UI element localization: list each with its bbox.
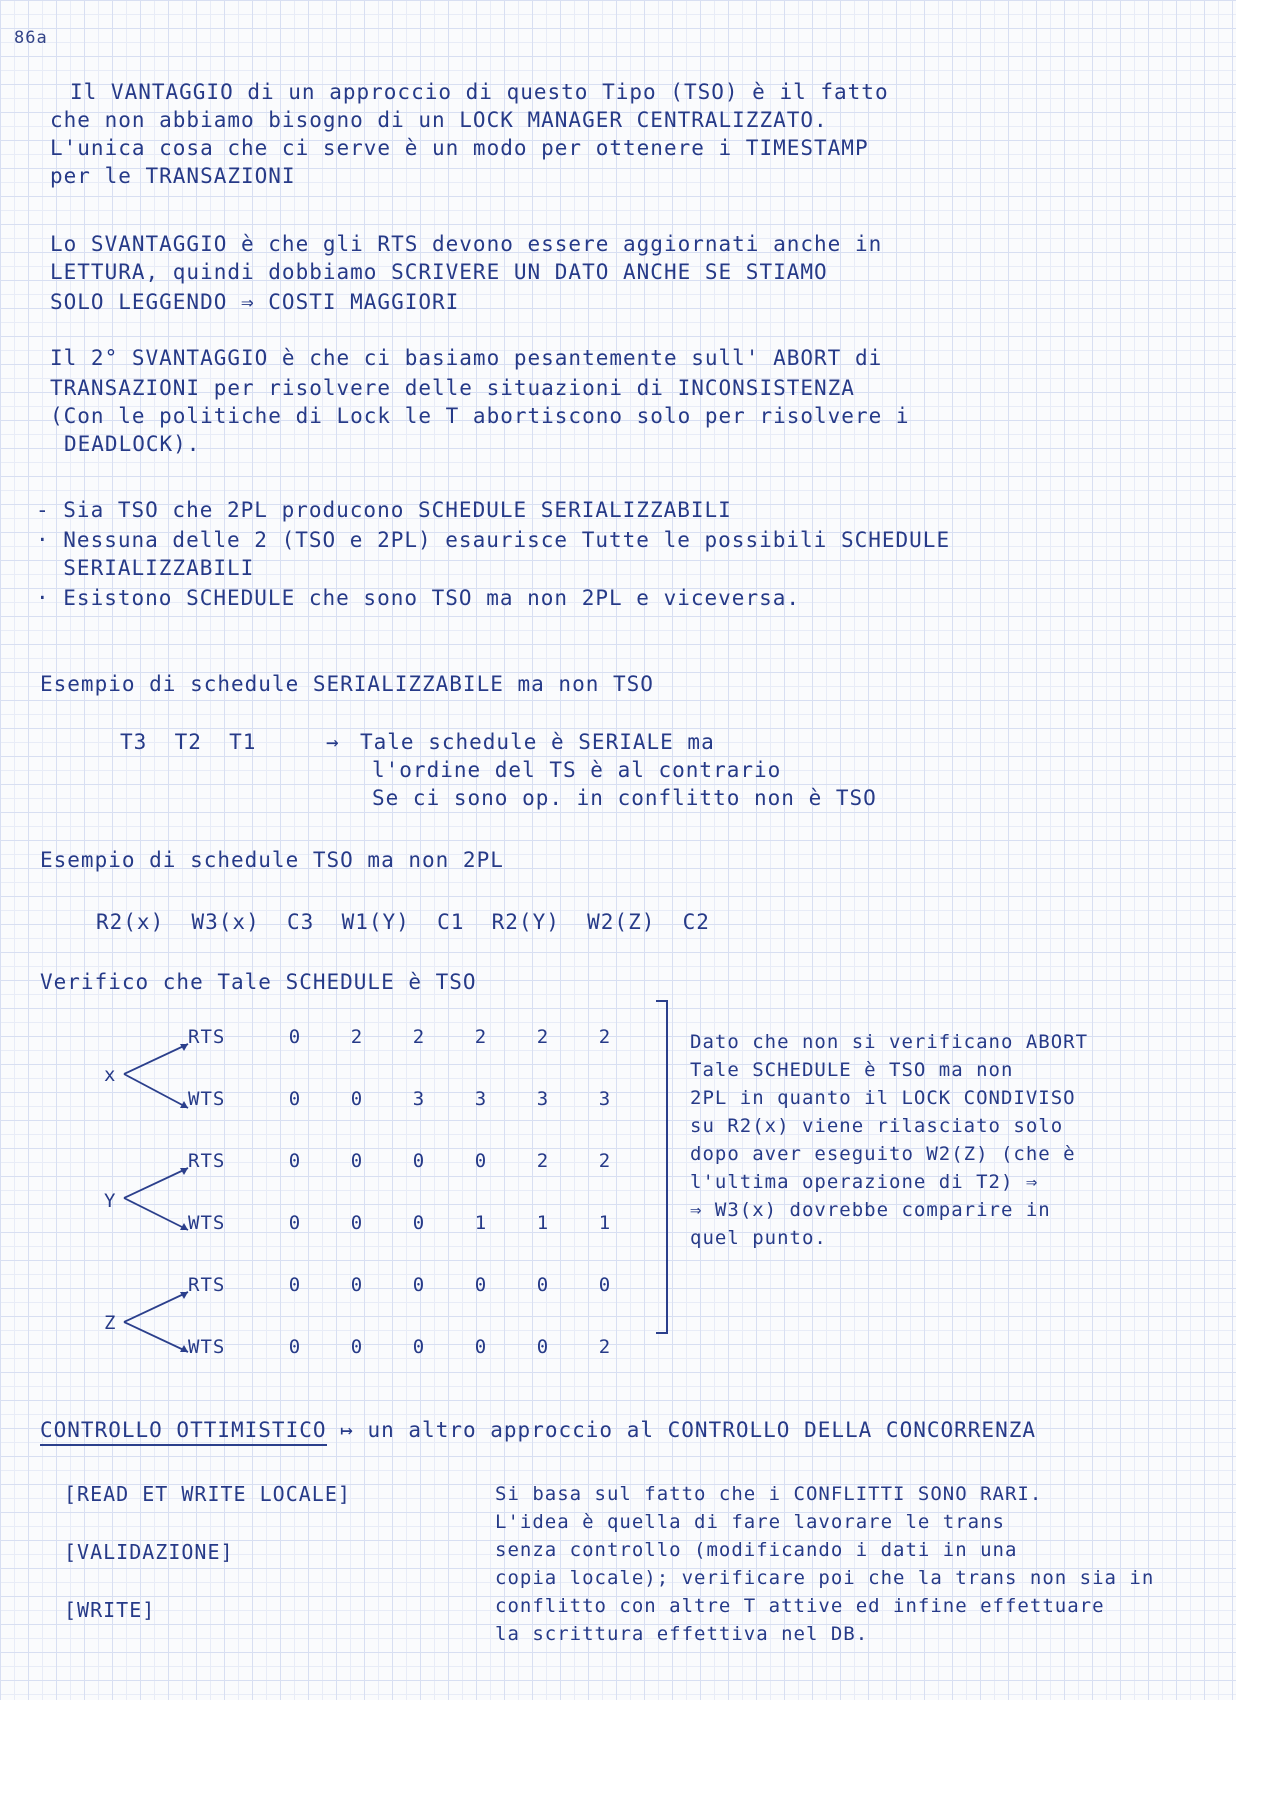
p3-line-2: TRANSAZIONI per risolvere delle situazioni di INCONSISTENZA (50, 376, 855, 400)
table-cell: 2 (598, 1336, 612, 1358)
example1-note-2: l'ordine del TS è al contrario (372, 758, 782, 782)
table-cell: 0 (350, 1336, 364, 1358)
scan-margin (1236, 0, 1280, 1811)
table-cell: 0 (288, 1026, 302, 1048)
row-label: WTS (188, 1336, 226, 1358)
optimistic-heading-line (40, 1418, 1036, 1442)
var-x: x (104, 1064, 117, 1086)
p1-line-2: che non abbiamo bisogno di un LOCK MANAGER CENTRALIZZATO. (50, 108, 828, 132)
example1-schedule: T3 T2 T1 (120, 730, 257, 754)
opt-desc-line: L'idea è quella di fare lavorare le trans (495, 1511, 1005, 1533)
table-cell: 0 (412, 1274, 426, 1296)
row-label: RTS (188, 1026, 226, 1048)
p2-line-1: Lo SVANTAGGIO è che gli RTS devono essere aggiornati anche in (50, 232, 883, 256)
side-note-line: su R2(x) viene rilasciato solo (690, 1115, 1064, 1137)
page-footer-blank (0, 1700, 1236, 1811)
table-row-x-wts (160, 1088, 640, 1128)
opt-desc-line: senza controllo (modificando i dati in una (495, 1539, 1018, 1561)
table-cell: 1 (474, 1212, 488, 1234)
p3-line-1: Il 2° SVANTAGGIO è che ci basiamo pesantemente sull' ABORT di (50, 346, 883, 370)
table-cell: 3 (536, 1088, 550, 1110)
example1-note-3: Se ci sono op. in conflitto non è TSO (372, 786, 877, 810)
table-cell: 0 (350, 1088, 364, 1110)
table-cell: 0 (474, 1336, 488, 1358)
table-row-z-wts (160, 1336, 640, 1376)
row-label: RTS (188, 1274, 226, 1296)
side-note-line: Tale SCHEDULE è TSO ma non (690, 1059, 1014, 1081)
opt-desc-line: Si basa sul fatto che i CONFLITTI SONO RARI. (495, 1483, 1043, 1505)
table-cell: 0 (288, 1212, 302, 1234)
table-row-y-rts (160, 1150, 640, 1190)
table-cell: 0 (288, 1336, 302, 1358)
side-note-line: l'ultima operazione di T2) ⇒ (690, 1171, 1039, 1193)
table-cell: 0 (412, 1150, 426, 1172)
table-cell: 2 (412, 1026, 426, 1048)
table-cell: 0 (350, 1212, 364, 1234)
table-cell: 2 (536, 1150, 550, 1172)
table-bracket (656, 1000, 668, 1334)
var-y: Y (104, 1190, 117, 1212)
phase-write: [WRITE] (64, 1598, 156, 1622)
table-cell: 3 (474, 1088, 488, 1110)
side-note-line: ⇒ W3(x) dovrebbe comparire in (690, 1199, 1051, 1221)
p2-line-2: LETTURA, quindi dobbiamo SCRIVERE UN DATO ANCHE SE STIAMO (50, 260, 828, 284)
mapsto-arrow: ↦ (340, 1418, 354, 1442)
side-note (690, 1028, 1210, 1252)
opt-desc-line: la scrittura effettiva nel DB. (495, 1623, 869, 1645)
p2-line-3: SOLO LEGGENDO ⇒ COSTI MAGGIORI (50, 290, 460, 314)
table-cell: 2 (536, 1026, 550, 1048)
bullet-3: · Esistono SCHEDULE che sono TSO ma non 2PL e viceversa. (36, 586, 801, 610)
optimistic-heading-rest: un altro approccio al CONTROLLO DELLA CONCORRENZA (367, 1418, 1036, 1442)
p3-line-3: (Con le politiche di Lock le T abortiscono solo per risolvere i (50, 404, 910, 428)
verify-title: Verifico che Tale SCHEDULE è TSO (40, 970, 477, 994)
table-cell: 0 (598, 1274, 612, 1296)
page-number: 86a (14, 28, 48, 48)
table-row-x-rts (160, 1026, 640, 1066)
example1-note-1: Tale schedule è SERIALE ma (360, 730, 715, 754)
table-cell: 1 (536, 1212, 550, 1234)
table-cell: 0 (412, 1212, 426, 1234)
side-note-line: 2PL in quanto il LOCK CONDIVISO (690, 1087, 1076, 1109)
table-cell: 0 (474, 1274, 488, 1296)
var-z: Z (104, 1312, 117, 1334)
table-cell: 0 (536, 1336, 550, 1358)
bullet-1: - Sia TSO che 2PL producono SCHEDULE SERIALIZZABILI (36, 498, 732, 522)
bullet-2-cont: SERIALIZZABILI (36, 556, 255, 580)
example1-title: Esempio di schedule SERIALIZZABILE ma non TSO (40, 672, 654, 696)
phase-read-write-local: [READ ET WRITE LOCALE] (64, 1482, 351, 1506)
side-note-line: Dato che non si verificano ABORT (690, 1031, 1089, 1053)
table-cell: 0 (350, 1150, 364, 1172)
optimistic-heading: CONTROLLO OTTIMISTICO (40, 1418, 327, 1446)
table-cell: 0 (288, 1088, 302, 1110)
optimistic-description (495, 1480, 1235, 1648)
p3-line-4: DEADLOCK). (64, 432, 201, 456)
table-row-z-rts (160, 1274, 640, 1314)
table-cell: 2 (598, 1150, 612, 1172)
table-cell: 2 (474, 1026, 488, 1048)
table-cell: 0 (288, 1274, 302, 1296)
table-cell: 3 (598, 1088, 612, 1110)
example1-arrow: → (326, 730, 340, 754)
table-cell: 0 (412, 1336, 426, 1358)
opt-desc-line: copia locale); verificare poi che la trans non sia in (495, 1567, 1155, 1589)
table-cell: 0 (536, 1274, 550, 1296)
side-note-line: dopo aver eseguito W2(Z) (che è (690, 1143, 1076, 1165)
table-cell: 1 (598, 1212, 612, 1234)
table-cell: 3 (412, 1088, 426, 1110)
table-cell: 2 (598, 1026, 612, 1048)
bullet-2: · Nessuna delle 2 (TSO e 2PL) esaurisce Tutte le possibili SCHEDULE (36, 528, 951, 552)
example2-schedule: R2(x) W3(x) C3 W1(Y) C1 R2(Y) W2(Z) C2 (96, 910, 710, 934)
side-note-line: quel punto. (690, 1227, 827, 1249)
row-label: WTS (188, 1212, 226, 1234)
opt-desc-line: conflitto con altre T attive ed infine effettuare (495, 1595, 1105, 1617)
p1-line-3: L'unica cosa che ci serve è un modo per ottenere i TIMESTAMP (50, 136, 869, 160)
table-cell: 2 (350, 1026, 364, 1048)
table-row-y-wts (160, 1212, 640, 1252)
table-cell: 0 (350, 1274, 364, 1296)
p1-line-1: Il VANTAGGIO di un approccio di questo Tipo (TSO) è il fatto (70, 80, 889, 104)
p1-line-4: per le TRANSAZIONI (50, 164, 296, 188)
row-label: WTS (188, 1088, 226, 1110)
table-cell: 0 (474, 1150, 488, 1172)
table-cell: 0 (288, 1150, 302, 1172)
row-label: RTS (188, 1150, 226, 1172)
example2-title: Esempio di schedule TSO ma non 2PL (40, 848, 504, 872)
phase-validation: [VALIDAZIONE] (64, 1540, 234, 1564)
